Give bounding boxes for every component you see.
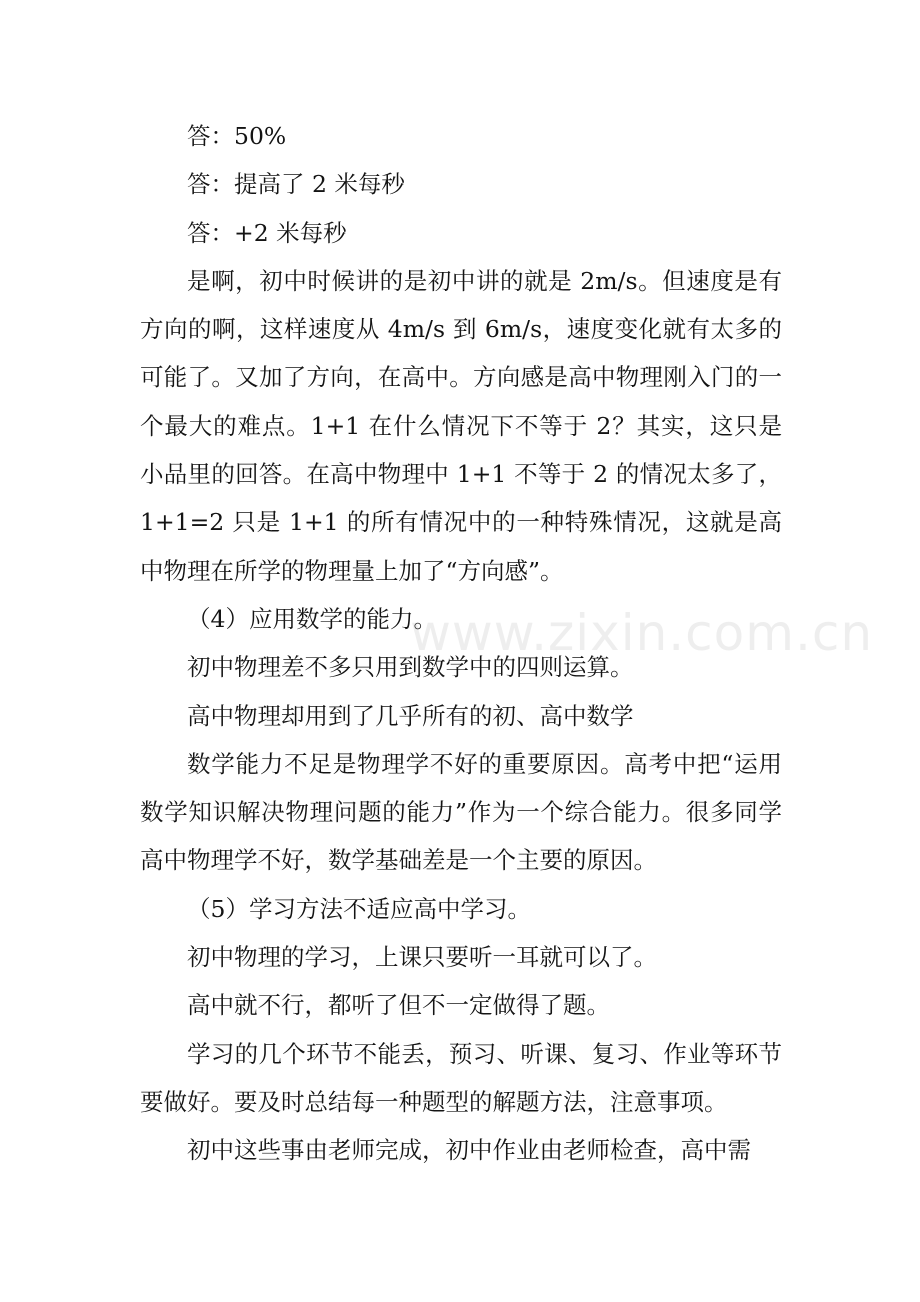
paragraph-senior-math: 高中物理却用到了几乎所有的初、高中数学	[187, 701, 634, 730]
paragraph-study-steps: 学习的几个环节不能丢，预习、听课、复习、作业等环节要做好。要及时总结每一种题型的解题方法，注意事项。	[140, 1039, 782, 1116]
paragraph-junior-math: 初中物理差不多只用到数学中的四则运算。	[187, 653, 634, 682]
paragraph-math-ability: 数学能力不足是物理学不好的重要原因。高考中把“运用数学知识解决物理问题的能力”作为一个综合能力。很多同学高中物理学不好，数学基础差是一个主要的原因。	[140, 749, 782, 875]
paragraph-junior-listening: 初中物理的学习，上课只要听一耳就可以了。	[187, 943, 657, 972]
watermark: www.zixin.com.cn	[410, 604, 874, 662]
paragraph-teacher-role: 初中这些事由老师完成，初中作业由老师检查，高中需	[187, 1136, 751, 1165]
section-heading-5: （5）学习方法不适应高中学习。	[187, 894, 531, 923]
answer-plus-two: 答：+2 米每秒	[187, 218, 347, 247]
answer-percent: 答：50%	[187, 122, 287, 150]
paragraph-direction: 是啊，初中时候讲的是初中讲的就是 2m/s。但速度是有方向的啊，这样速度从 4m/s 到 6m/s，速度变化就有太多的可能了。又加了方向，在高中。方向感是高中物理刚入门的一个最大的难点。1+1 在什么情况下不等于 2？其实，这只是小品里的回答。在高中物理中 1+1 不等于 2 的情况太多了，1+1=2 只是 1+1 的所有情况中的一种特殊情况，这就是高中物理在所学的物理量上加了“方向感”。	[140, 266, 782, 585]
paragraph-senior-listening: 高中就不行，都听了但不一定做得了题。	[187, 991, 610, 1020]
section-heading-4: （4）应用数学的能力。	[187, 604, 437, 633]
answer-increase: 答：提高了 2 米每秒	[187, 170, 405, 199]
